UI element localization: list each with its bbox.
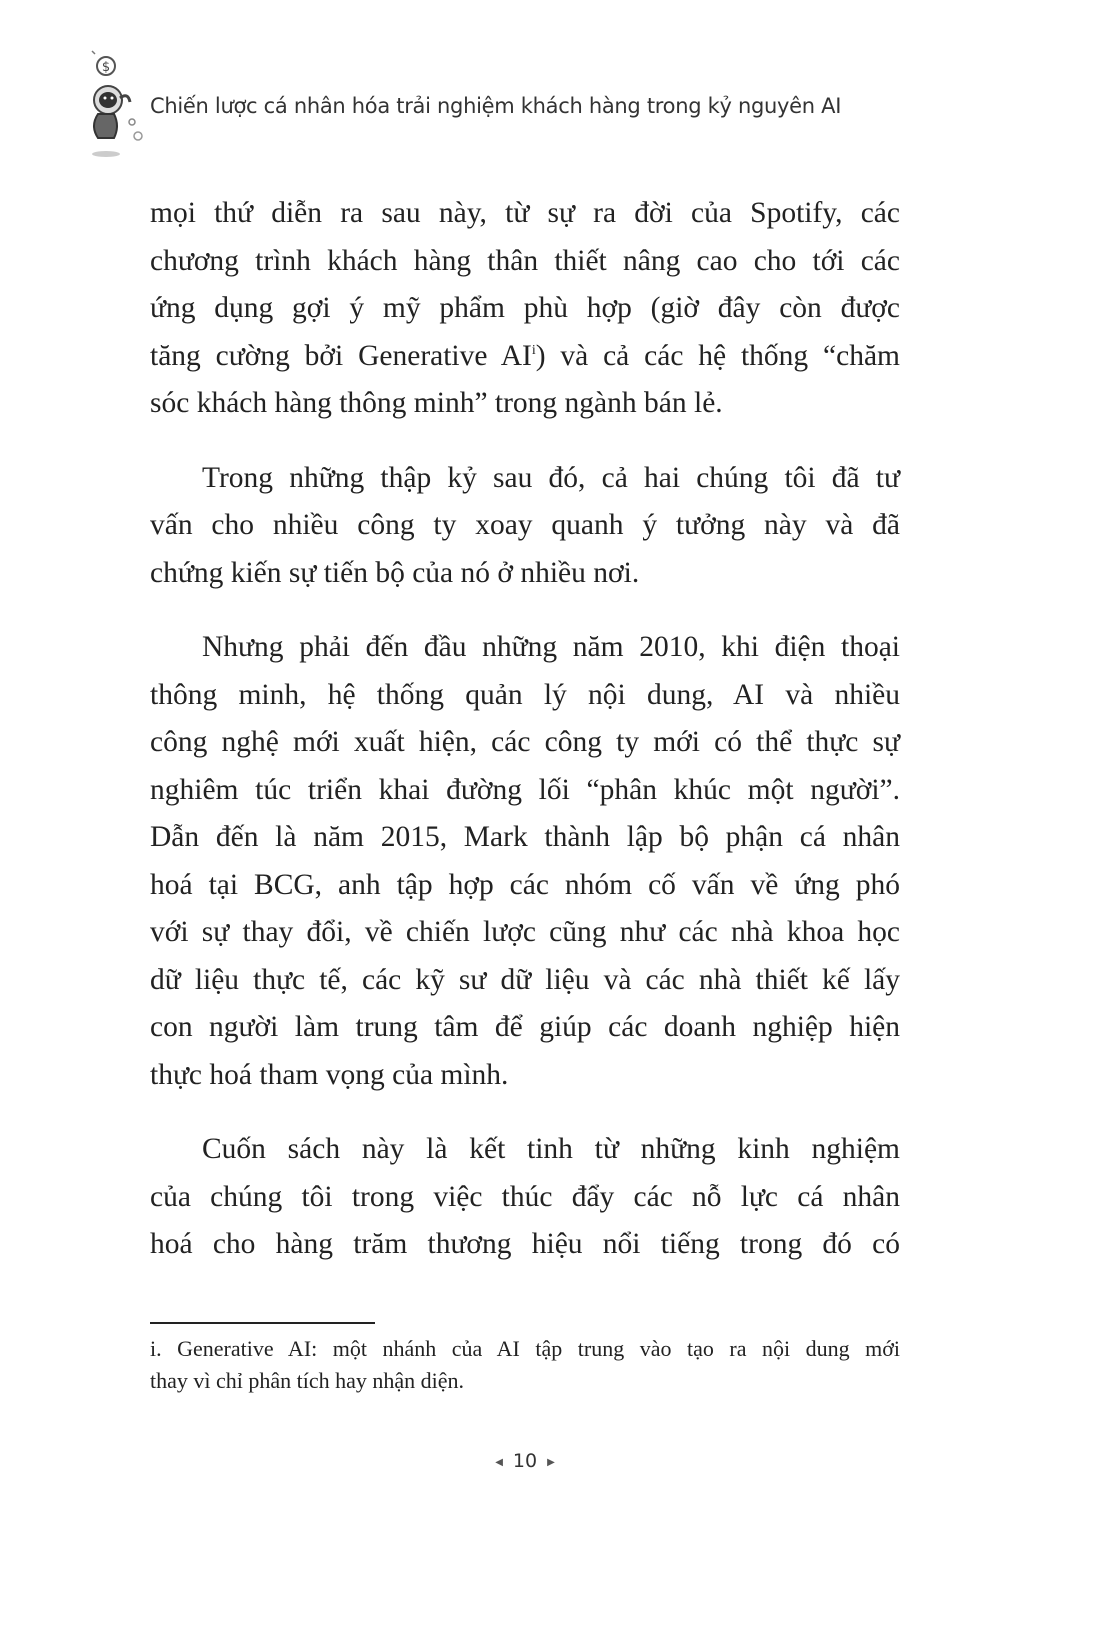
text-line: với sự thay đổi, về chiến lược cũng như các nhà khoa học	[150, 916, 900, 948]
text-line: thông minh, hệ thống quản lý nội dung, AI và nhiều	[150, 678, 900, 711]
triangle-right-icon: ▶	[547, 1457, 555, 1468]
text-line: Nhưng phải đến đầu những năm 2010, khi điện thoại	[202, 631, 900, 663]
paragraph	[150, 1126, 900, 1269]
text-line: chương trình khách hàng thân thiết nâng cao cho tới các	[150, 244, 900, 277]
text-line: con người làm trung tâm để giúp các doanh nghiệp hiện	[150, 1011, 900, 1043]
page-number	[0, 1450, 1050, 1472]
text-line	[150, 333, 900, 381]
paragraph	[150, 455, 900, 598]
footnote-divider	[150, 1322, 375, 1324]
page-number-text: 10	[512, 1450, 538, 1472]
footnote	[150, 1333, 900, 1397]
footnote-line: thay vì chỉ phân tích hay nhận diện.	[150, 1368, 465, 1393]
text-line: Cuốn sách này là kết tinh từ những kinh nghiệm	[202, 1133, 900, 1165]
paragraph	[150, 624, 900, 1099]
body-text	[150, 190, 900, 1296]
text-line: dữ liệu thực tế, các kỹ sư dữ liệu và các nhà thiết kế lấy	[150, 963, 900, 996]
text-line: hoá cho hàng trăm thương hiệu nổi tiếng trong đó có	[150, 1228, 900, 1260]
text-line: Trong những thập kỷ sau đó, cả hai chúng tôi đã tư	[202, 461, 900, 494]
text-line: Dẫn đến là năm 2015, Mark thành lập bộ phận cá nhân	[150, 821, 900, 853]
paragraph	[150, 190, 900, 428]
svg-text:$: $	[101, 60, 111, 75]
footnote-line: i. Generative AI: một nhánh của AI tập trung vào tạo ra nội dung mới	[150, 1336, 900, 1361]
robot-mascot-icon	[84, 50, 152, 160]
text-line: hoá tại BCG, anh tập hợp các nhóm cố vấn về ứng phó	[150, 868, 900, 901]
text-line: thực hoá tham vọng của mình.	[150, 1058, 509, 1091]
text-line: vấn cho nhiều công ty xoay quanh ý tưởng này và đã	[150, 509, 900, 541]
text-line: ứng dụng gợi ý mỹ phẩm phù hợp (giờ đây còn được	[150, 292, 900, 324]
text-line: nghiêm túc triển khai đường lối “phân khúc một người”.	[150, 773, 900, 806]
text-line: sóc khách hàng thông minh” trong ngành bán lẻ.	[150, 387, 723, 419]
triangle-left-icon: ◀	[495, 1457, 503, 1468]
text-line: chứng kiến sự tiến bộ của nó ở nhiều nơi.	[150, 556, 640, 589]
running-title: Chiến lược cá nhân hóa trải nghiệm khách hàng trong kỷ nguyên AI	[150, 94, 842, 118]
text-line: công nghệ mới xuất hiện, các công ty mới có thể thực sự	[150, 726, 900, 758]
footnote-marker: i	[531, 342, 536, 358]
text-segment: ) và cả các hệ thống “chăm	[535, 339, 900, 372]
text-line: của chúng tôi trong việc thúc đẩy các nỗ lực cá nhân	[150, 1180, 900, 1213]
text-segment: tăng cường bởi Generative AI	[150, 339, 532, 372]
text-line: mọi thứ diễn ra sau này, từ sự ra đời của Spotify, các	[150, 197, 900, 229]
